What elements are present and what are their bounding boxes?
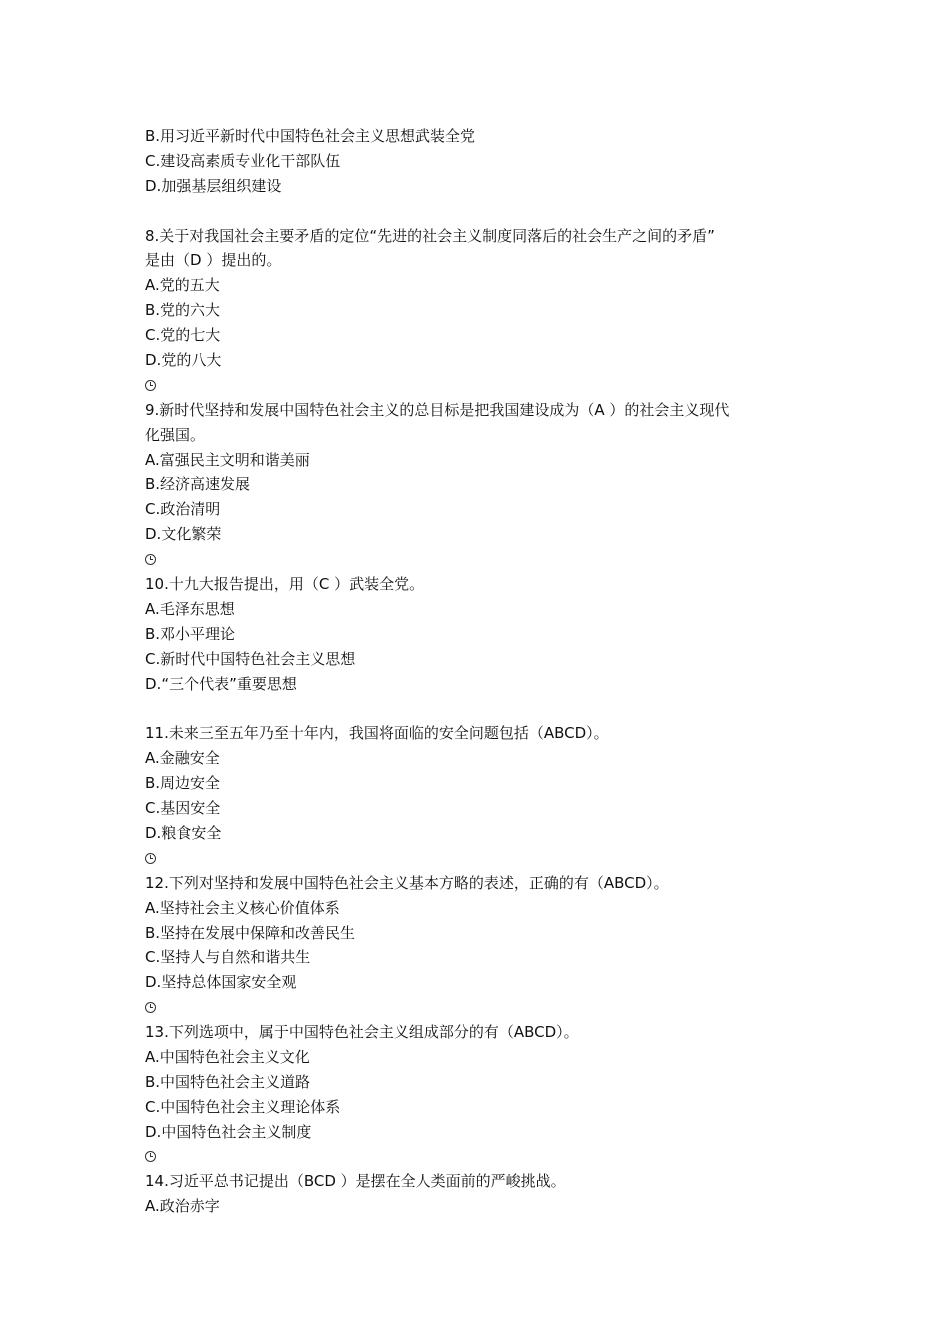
option-b: B.邓小平理论: [145, 624, 236, 643]
option-b: B.用习近平新时代中国特色社会主义思想武装全党: [145, 127, 476, 145]
document-page: [145, 124, 815, 1219]
option-a: A.政治赤字: [145, 1197, 220, 1216]
question-stem: 12.下列对坚持和发展中国特色社会主义基本方略的表述，正确的有（ABCD）。: [145, 873, 669, 892]
option-d: D.加强基层组织建设: [145, 176, 282, 195]
option-a: A.坚持社会主义核心价值体系: [145, 898, 340, 917]
option-a: A.富强民主文明和谐美丽: [145, 450, 310, 469]
option-c: C.建设高素质专业化干部队伍: [145, 151, 341, 170]
option-b: B.坚持在发展中保障和改善民生: [145, 923, 356, 942]
clock-icon: [145, 1002, 156, 1013]
option-d: D.中国特色社会主义制度: [145, 1122, 312, 1141]
option-d: D.坚持总体国家安全观: [145, 973, 297, 992]
question-12: [145, 871, 815, 1020]
question-stem: 13.下列选项中，属于中国特色社会主义组成部分的有（ABCD）。: [145, 1023, 579, 1042]
option-b: B.党的六大: [145, 301, 221, 320]
clock-icon: [145, 554, 156, 565]
option-a: A.中国特色社会主义文化: [145, 1047, 310, 1066]
option-d: D.“三个代表”重要思想: [145, 674, 297, 693]
option-b: B.中国特色社会主义道路: [145, 1072, 311, 1091]
option-c: C.基因安全: [145, 799, 221, 818]
question-14: [145, 1169, 815, 1219]
question-8: [145, 224, 815, 398]
question-stem: 8.关于对我国社会主要矛盾的定位“先进的社会主义制度同落后的社会生产之间的矛盾”: [145, 226, 715, 245]
question-11: [145, 721, 815, 870]
question-stem: 11.未来三至五年乃至十年内，我国将面临的安全问题包括（ABCD）。: [145, 724, 609, 743]
option-c: C.坚持人与自然和谐共生: [145, 948, 311, 967]
option-b: B.经济高速发展: [145, 475, 251, 494]
option-c: C.党的七大: [145, 326, 221, 345]
option-c: C.中国特色社会主义理论体系: [145, 1097, 341, 1116]
option-d: D.党的八大: [145, 351, 222, 370]
option-c: C.政治清明: [145, 500, 221, 519]
option-b: B.周边安全: [145, 774, 221, 793]
question-stem-continued: 是由（D ）提出的。: [145, 251, 282, 270]
clock-icon: [145, 853, 156, 864]
question-10: [145, 572, 815, 696]
question-stem: 9.新时代坚持和发展中国特色社会主义的总目标是把我国建设成为（A ）的社会主义现代: [145, 400, 730, 419]
option-a: A.金融安全: [145, 749, 220, 768]
question-9: [145, 398, 815, 572]
question-stem-continued: 化强国。: [145, 425, 206, 444]
blank-line: [145, 199, 815, 224]
option-c: C.新时代中国特色社会主义思想: [145, 649, 356, 668]
question-13: [145, 1020, 815, 1169]
clock-icon: [145, 380, 156, 391]
option-d: D.粮食安全: [145, 823, 222, 842]
question-stem: 10.十九大报告提出，用（C ）武装全党。: [145, 575, 425, 594]
blank-line: [145, 696, 815, 721]
option-a: A.毛泽东思想: [145, 599, 235, 618]
option-a: A.党的五大: [145, 276, 220, 295]
option-d: D.文化繁荣: [145, 525, 222, 544]
question-7-options: [145, 124, 815, 199]
clock-icon: [145, 1151, 156, 1162]
question-stem: 14.习近平总书记提出（BCD ）是摆在全人类面前的严峻挑战。: [145, 1172, 566, 1191]
